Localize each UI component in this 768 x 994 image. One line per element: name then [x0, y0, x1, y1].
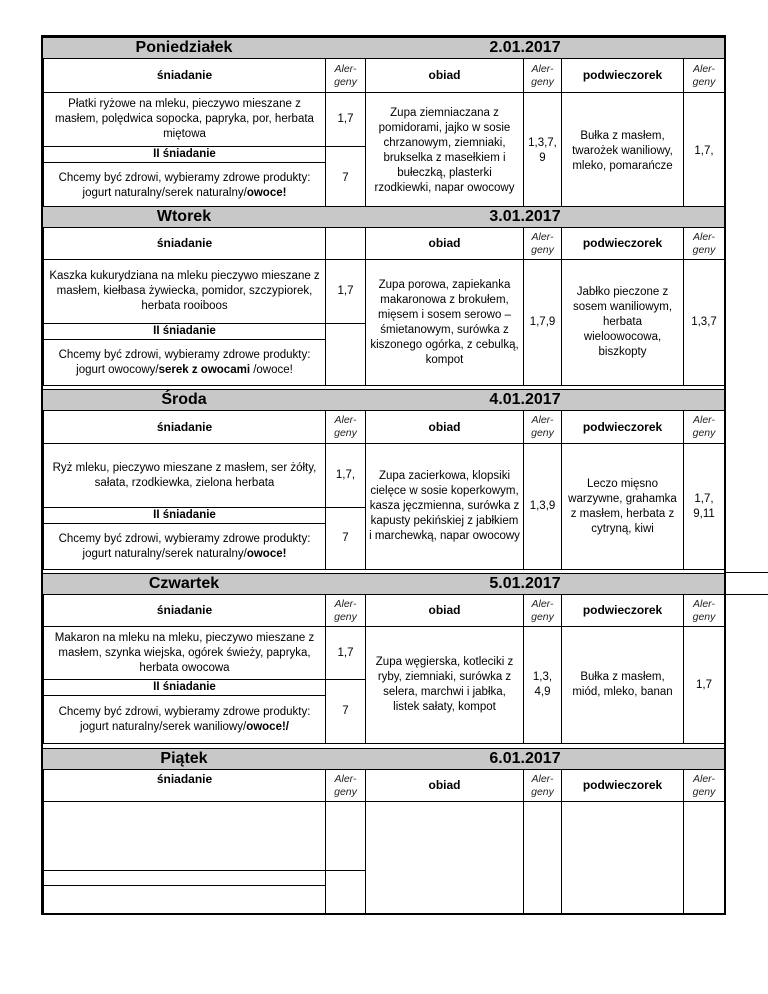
- breakfast-header: śniadanie: [44, 770, 326, 802]
- lunch-cell: Zupa węgierska, kotleciki z ryby, ziemniaki, surówka z selera, marchwi i jabłka, listek sałaty, kompot: [366, 627, 524, 744]
- day-header-monday: [43, 37, 724, 59]
- allergens-header: Aler-geny: [326, 770, 366, 802]
- snack-cell: Bułka z masłem, twarożek waniliowy, mleko, pomarańcze: [562, 93, 684, 210]
- menu-sheet: [41, 35, 726, 915]
- lunch-cell: Zupa zacierkowa, klopsiki cielęce w sosie koperkowym, kasza jęczmienna, surówka z kapusty pekińskiej z jabłkiem i marchewką, napar owocowy: [366, 444, 524, 570]
- breakfast-allergens-empty: [326, 802, 366, 871]
- snack-allergens: 1,7,: [684, 93, 725, 210]
- second-breakfast-cell: Chcemy być zdrowi, wybieramy zdrowe produkty: jogurt owocowy/serek z owocami /owoce!: [44, 340, 326, 386]
- day-name: Piątek: [160, 750, 208, 767]
- breakfast-allergens: 1,7: [326, 260, 366, 324]
- second-breakfast-label: II śniadanie: [44, 147, 326, 163]
- lunch-cell: Zupa ziemniaczana z pomidorami, jajko w sosie chrzanowym, ziemniaki, brukselka z masełkiem i bułeczką, plasterki rzodkiewki, napar owocowy: [366, 93, 524, 210]
- day-date: 6.01.2017: [489, 750, 561, 767]
- snack-allergens-empty: [684, 802, 725, 914]
- second-breakfast-cell: Chcemy być zdrowi, wybieramy zdrowe produkty: jogurt naturalny/serek naturalny/owoce!: [44, 163, 326, 210]
- allergens-header-empty: [326, 228, 366, 260]
- breakfast-header: śniadanie: [44, 411, 326, 444]
- day-table-thursday: [43, 594, 725, 744]
- breakfast-cell: Makaron na mleku na mleku, pieczywo mieszane z masłem, szynka wiejska, ogórek świeży, papryka, herbata owocowa: [44, 627, 326, 680]
- allergens-header: Aler-geny: [524, 595, 562, 627]
- allergens-header: Aler-geny: [326, 59, 366, 93]
- second-breakfast-label: II śniadanie: [44, 324, 326, 340]
- breakfast-header: śniadanie: [44, 228, 326, 260]
- allergens-header: Aler-geny: [326, 411, 366, 444]
- day-header-friday: [43, 748, 724, 770]
- breakfast-allergens: 1,7: [326, 93, 366, 147]
- day-date: 4.01.2017: [489, 391, 561, 408]
- day-date: 3.01.2017: [489, 208, 561, 225]
- second-breakfast-label: II śniadanie: [44, 508, 326, 524]
- snack-header: podwieczorek: [562, 411, 684, 444]
- snack-header: podwieczorek: [562, 595, 684, 627]
- lunch-cell-empty: [366, 802, 524, 914]
- day-name: Środa: [161, 391, 207, 408]
- breakfast-cell: Płatki ryżowe na mleku, pieczywo mieszane z masłem, polędwica sopocka, papryka, por, herbata miętowa: [44, 93, 326, 147]
- day-name: Wtorek: [156, 208, 212, 225]
- second-breakfast-allergens-empty: [326, 871, 366, 914]
- day-date: 5.01.2017: [489, 575, 561, 592]
- day-header-thursday: [43, 573, 724, 595]
- snack-allergens: 1,7, 9,11: [684, 444, 725, 570]
- second-breakfast-cell: Chcemy być zdrowi, wybieramy zdrowe produkty: jogurt naturalny/serek naturalny/owoce!: [44, 524, 326, 570]
- snack-cell: Jabłko pieczone z sosem waniliowym, herbata wieloowocowa, biszkopty: [562, 260, 684, 386]
- breakfast-header: śniadanie: [44, 59, 326, 93]
- day-name: Poniedziałek: [135, 39, 233, 56]
- lunch-header: obiad: [366, 228, 524, 260]
- second-breakfast-allergens: [326, 324, 366, 386]
- lunch-allergens: 1,3,7, 9: [524, 93, 562, 210]
- breakfast-header: śniadanie: [44, 595, 326, 627]
- second-breakfast-label-empty: [44, 871, 326, 886]
- day-date: 2.01.2017: [489, 39, 561, 56]
- day-table-friday: [43, 769, 725, 914]
- second-breakfast-cell: Chcemy być zdrowi, wybieramy zdrowe produkty: jogurt naturalny/serek waniliowy/owoce!/: [44, 696, 326, 744]
- snack-allergens: 1,7: [684, 627, 725, 744]
- day-header-wednesday: [43, 389, 724, 411]
- snack-header: podwieczorek: [562, 59, 684, 93]
- snack-header: podwieczorek: [562, 228, 684, 260]
- allergens-header: Aler-geny: [684, 595, 725, 627]
- day-table-monday: [43, 58, 725, 210]
- lunch-header: obiad: [366, 59, 524, 93]
- allergens-header: Aler-geny: [524, 228, 562, 260]
- day-name: Czwartek: [148, 575, 220, 592]
- allergens-header: Aler-geny: [684, 411, 725, 444]
- breakfast-cell: Kaszka kukurydziana na mleku pieczywo mieszane z masłem, kiełbasa żywiecka, pomidor, szczypiorek, herbata rooiboos: [44, 260, 326, 324]
- divider-line: [726, 594, 768, 595]
- snack-allergens: 1,3,7: [684, 260, 725, 386]
- snack-cell: Leczo mięsno warzywne, grahamka z masłem, herbata z cytryną, kiwi: [562, 444, 684, 570]
- lunch-header: obiad: [366, 411, 524, 444]
- allergens-header: Aler-geny: [326, 595, 366, 627]
- lunch-allergens: 1,3,9: [524, 444, 562, 570]
- allergens-header: Aler-geny: [524, 770, 562, 802]
- day-table-tuesday: [43, 227, 725, 386]
- breakfast-allergens: 1,7: [326, 627, 366, 680]
- allergens-header: Aler-geny: [524, 411, 562, 444]
- breakfast-allergens: 1,7,: [326, 444, 366, 508]
- breakfast-cell-empty: [44, 802, 326, 871]
- allergens-header: Aler-geny: [684, 770, 725, 802]
- breakfast-cell: Ryż mleku, pieczywo mieszane z masłem, ser żółty, sałata, rzodkiewka, zielona herbata: [44, 444, 326, 508]
- lunch-header: obiad: [366, 595, 524, 627]
- second-breakfast-cell-empty: [44, 886, 326, 914]
- snack-cell-empty: [562, 802, 684, 914]
- lunch-allergens: 1,7,9: [524, 260, 562, 386]
- lunch-header: obiad: [366, 770, 524, 802]
- snack-header: podwieczorek: [562, 770, 684, 802]
- day-table-wednesday: [43, 410, 725, 570]
- second-breakfast-allergens: 7: [326, 508, 366, 570]
- lunch-cell: Zupa porowa, zapiekanka makaronowa z brokułem, mięsem i sosem serowo – śmietanowym, surówka z kiszonego ogórka, z cebulką, kompot: [366, 260, 524, 386]
- lunch-allergens: 1,3, 4,9: [524, 627, 562, 744]
- divider-line: [726, 572, 768, 573]
- day-header-tuesday: [43, 206, 724, 228]
- allergens-header: Aler-geny: [684, 59, 725, 93]
- lunch-allergens-empty: [524, 802, 562, 914]
- second-breakfast-allergens: 7: [326, 147, 366, 210]
- second-breakfast-allergens: 7: [326, 680, 366, 744]
- second-breakfast-label: II śniadanie: [44, 680, 326, 696]
- allergens-header: Aler-geny: [524, 59, 562, 93]
- snack-cell: Bułka z masłem, miód, mleko, banan: [562, 627, 684, 744]
- allergens-header: Aler-geny: [684, 228, 725, 260]
